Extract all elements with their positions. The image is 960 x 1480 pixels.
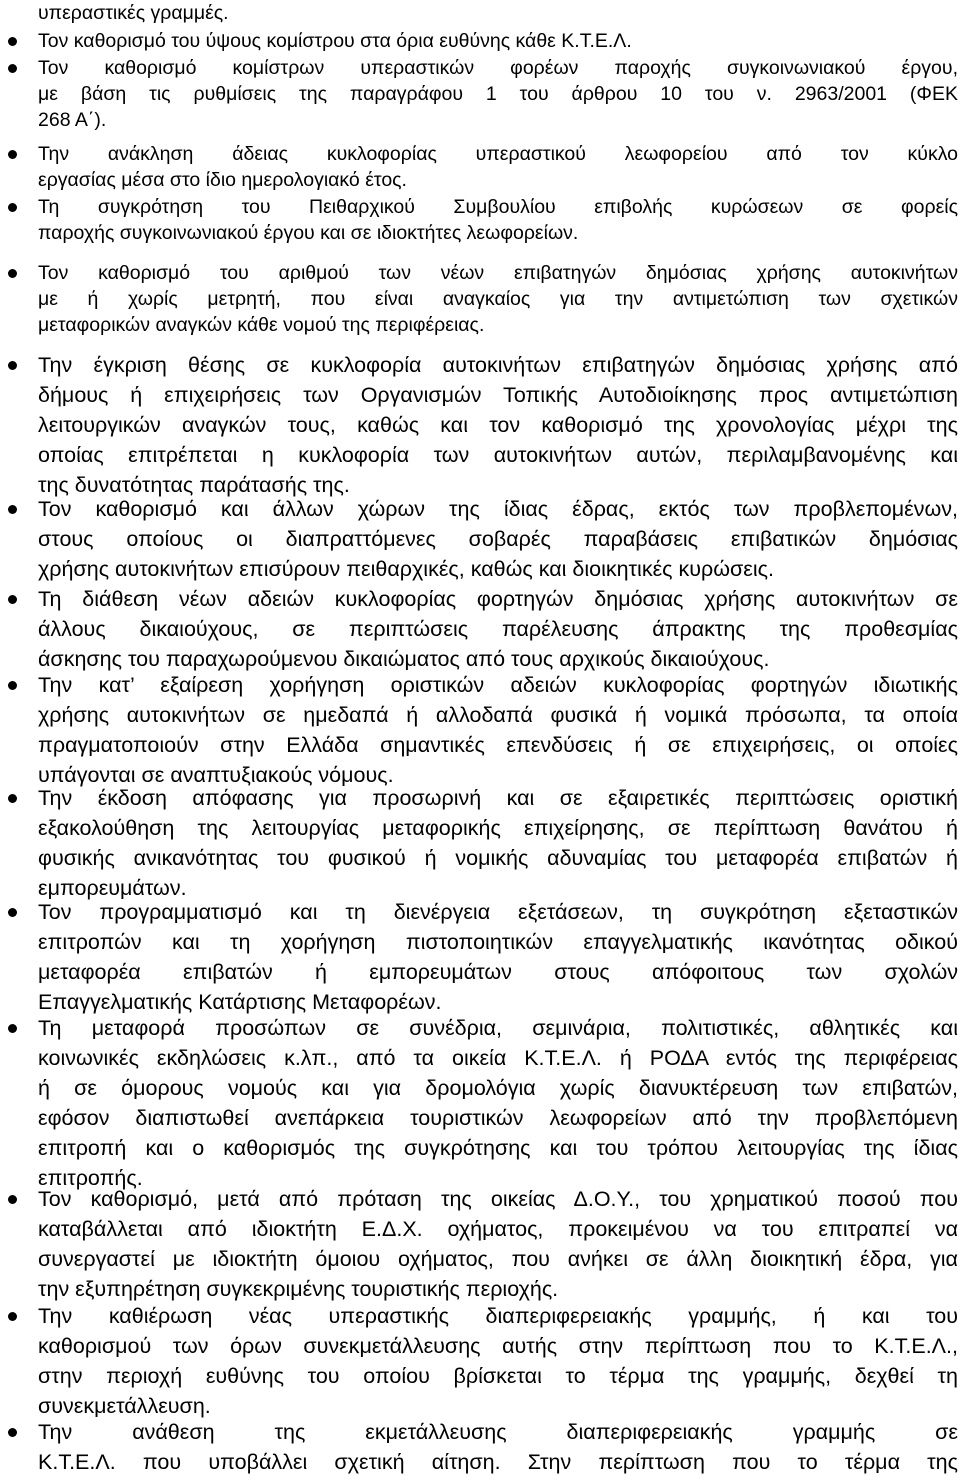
list-item-line: εμπορευμάτων. xyxy=(38,876,187,900)
list-item-line: Την κατ’ εξαίρεση χορήγηση οριστικών αδειών κυκλοφορίας φορτηγών ιδιωτικής xyxy=(38,673,958,697)
list-item-line: της δυνατότητας παράτασής της. xyxy=(38,473,350,497)
bullet-icon xyxy=(8,37,17,46)
bullet-icon xyxy=(8,595,17,604)
list-item xyxy=(38,350,958,500)
bullet-icon xyxy=(8,908,17,917)
list-item-line: με ή χωρίς μετρητή, που είναι αναγκαίος για την αντιμετώπιση των σχετικών xyxy=(38,288,958,310)
bullet-icon xyxy=(8,681,17,690)
list-item-line: καθορισμού των όρων συνεκμετάλλευσης αυτής στην περίπτωση που το Κ.Τ.Ε.Λ., xyxy=(38,1334,958,1358)
bullet-icon xyxy=(8,269,17,278)
list-item-line: επιτροπών και τη χορήγηση πιστοποιητικών επαγγελματικής ικανότητας οδικού xyxy=(38,930,958,954)
list-item-line: πραγματοποιούν στην Ελλάδα σημαντικές επενδύσεις ή σε επιχειρήσεις, οι οποίες xyxy=(38,733,958,757)
bullet-icon xyxy=(8,794,17,803)
list-item-line: δήμους ή επιχειρήσεις των Οργανισμών Τοπικής Αυτοδιοίκησης προς αντιμετώπιση xyxy=(38,383,958,407)
bullet-icon xyxy=(8,1312,17,1321)
list-item-line: υπάγονται σε αναπτυξιακούς νόμους. xyxy=(38,763,394,787)
list-item xyxy=(38,194,958,246)
list-item-line: Κ.Τ.Ε.Λ. που υποβάλλει σχετική αίτηση. Στην περίπτωση που το τέρμα της xyxy=(38,1450,958,1474)
list-item-line: 268 Α΄). xyxy=(38,109,107,131)
list-item-line: Τον καθορισμό του ύψους κομίστρου στα όρια ευθύνης κάθε Κ.Τ.Ε.Λ. xyxy=(38,30,632,52)
list-item xyxy=(38,141,958,193)
list-item-line: Την ανάκληση άδειας κυκλοφορίας υπεραστικού λεωφορείου από τον κύκλο xyxy=(38,143,958,165)
list-item xyxy=(38,783,958,903)
lead-line: υπεραστικές γραμμές. xyxy=(38,2,229,24)
list-item-line: την εξυπηρέτηση συγκεκριμένης τουριστικής περιοχής. xyxy=(38,1277,559,1301)
bullet-icon xyxy=(8,1428,17,1437)
list-item-line: στην περιοχή ευθύνης του οποίου βρίσκεται το τέρμα της γραμμής, δεχθεί τη xyxy=(38,1364,958,1388)
list-item-line: ή σε όμορους νομούς και για δρομολόγια χωρίς διανυκτέρευση των επιβατών, xyxy=(38,1076,958,1100)
list-item-line: Τον καθορισμό, μετά από πρόταση της οικείας Δ.Ο.Υ., του χρηματικού ποσού που xyxy=(38,1187,958,1211)
bullet-icon xyxy=(8,361,17,370)
bullet-icon xyxy=(8,203,17,212)
list-item-line: άλλους δικαιούχους, σε περιπτώσεις παρέλευσης άπρακτης της προθεσμίας xyxy=(38,617,958,641)
list-item xyxy=(38,1417,958,1477)
list-item-line: μεταφορέα επιβατών ή εμπορευμάτων στους απόφοιτους των σχολών xyxy=(38,960,958,984)
list-item-line: οποίας επιτρέπεται η κυκλοφορία των αυτοκινήτων αυτών, περιλαμβανομένης και xyxy=(38,443,958,467)
list-item-line: παροχής συγκοινωνιακού έργου και σε ιδιοκτήτες λεωφορείων. xyxy=(38,222,579,244)
list-item-line: εξακολούθηση της λειτουργίας μεταφορικής επιχείρησης, σε περίπτωση θανάτου ή xyxy=(38,816,958,840)
list-item xyxy=(38,260,958,338)
bullet-icon xyxy=(8,1195,17,1204)
bullet-icon xyxy=(8,150,17,159)
list-item-line: συνεργαστεί με ιδιοκτήτη όμοιου οχήματος, που ανήκει σε άλλη διοικητική έδρα, για xyxy=(38,1247,958,1271)
list-item-line: Τον καθορισμό του αριθμού των νέων επιβατηγών δημόσιας χρήσης αυτοκινήτων xyxy=(38,262,958,284)
list-item xyxy=(38,584,958,674)
list-item-line: Τη μεταφορά προσώπων σε συνέδρια, σεμινάρια, πολιτιστικές, αθλητικές και xyxy=(38,1016,958,1040)
list-item-line: χρήσης αυτοκινήτων σε ημεδαπά ή αλλοδαπά φυσικά ή νομικά πρόσωπα, τα οποία xyxy=(38,703,958,727)
list-item-line: Τον καθορισμό κομίστρων υπεραστικών φορέων παροχής συγκοινωνιακού έργου, xyxy=(38,57,958,79)
list-item xyxy=(38,494,958,584)
list-item-line: Τη συγκρότηση του Πειθαρχικού Συμβουλίου επιβολής κυρώσεων σε φορείς xyxy=(38,196,958,218)
list-item-line: συνεκμετάλλευση. xyxy=(38,1394,211,1418)
list-item-line: με βάση τις ρυθμίσεις της παραγράφου 1 του άρθρου 10 του ν. 2963/2001 (ΦΕΚ xyxy=(38,83,958,105)
list-item-line: χρήσης αυτοκινήτων επισύρουν πειθαρχικές, καθώς και διοικητικές κυρώσεις. xyxy=(38,557,774,581)
list-item-line: καταβάλλεται από ιδιοκτήτη Ε.Δ.Χ. οχήματος, προκειμένου να του επιτραπεί να xyxy=(38,1217,958,1241)
list-item xyxy=(38,1013,958,1193)
list-item xyxy=(38,670,958,790)
list-item-line: λειτουργικών αναγκών τους, καθώς και τον καθορισμό της χρονολογίας μέχρι της xyxy=(38,413,958,437)
list-item xyxy=(38,897,958,1017)
list-item-line: επιτροπή και ο καθορισμός της συγκρότησης και του τρόπου λειτουργίας της ίδιας xyxy=(38,1136,958,1160)
list-item-line: Την έγκριση θέσης σε κυκλοφορία αυτοκινήτων επιβατηγών δημόσιας χρήσης από xyxy=(38,353,958,377)
list-item-line: Τον καθορισμό και άλλων χώρων της ίδιας έδρας, εκτός των προβλεπομένων, xyxy=(38,497,958,521)
bullet-icon xyxy=(8,64,17,73)
bullet-icon xyxy=(8,505,17,514)
list-item-line: εργασίας μέσα στο ίδιο ημερολογιακό έτος. xyxy=(38,169,407,191)
list-item-line: Την καθιέρωση νέας υπεραστικής διαπεριφερειακής γραμμής, ή και του xyxy=(38,1304,958,1328)
list-item-line: κοινωνικές εκδηλώσεις κ.λπ., από τα οικεία Κ.Τ.Ε.Λ. ή ΡΟΔΑ εντός της περιφέρειας xyxy=(38,1046,958,1070)
list-item-line: Τη διάθεση νέων αδειών κυκλοφορίας φορτηγών δημόσιας χρήσης αυτοκινήτων σε xyxy=(38,587,958,611)
list-item xyxy=(38,28,958,54)
list-item xyxy=(38,1301,958,1421)
list-item-line: φυσικής ανικανότητας του φυσικού ή νομικής αδυναμίας του μεταφορέα επιβατών ή xyxy=(38,846,958,870)
bullet-icon xyxy=(8,1024,17,1033)
list-item-line: Επαγγελματικής Κατάρτισης Μεταφορέων. xyxy=(38,990,442,1014)
list-item-line: Την έκδοση απόφασης για προσωρινή και σε εξαιρετικές περιπτώσεις οριστική xyxy=(38,786,958,810)
list-item-line: στους οποίους οι διαπραττόμενες σοβαρές παραβάσεις επιβατικών δημόσιας xyxy=(38,527,958,551)
list-item-line: επιτροπής. xyxy=(38,1166,143,1190)
list-item xyxy=(38,55,958,133)
list-item-line: μεταφορικών αναγκών κάθε νομού της περιφέρειας. xyxy=(38,314,485,336)
list-item-line: Τον προγραμματισμό και τη διενέργεια εξετάσεων, τη συγκρότηση εξεταστικών xyxy=(38,900,958,924)
list-item xyxy=(38,1184,958,1304)
list-item-line: άσκησης του παραχωρούμενου δικαιώματος από τους αρχικούς δικαιούχους. xyxy=(38,647,770,671)
list-item-line: Την ανάθεση της εκμετάλλευσης διαπεριφερειακής γραμμής σε xyxy=(38,1420,958,1444)
list-item-line: εφόσον διαπιστωθεί ανεπάρκεια τουριστικών λεωφορείων από την προβλεπόμενη xyxy=(38,1106,958,1130)
